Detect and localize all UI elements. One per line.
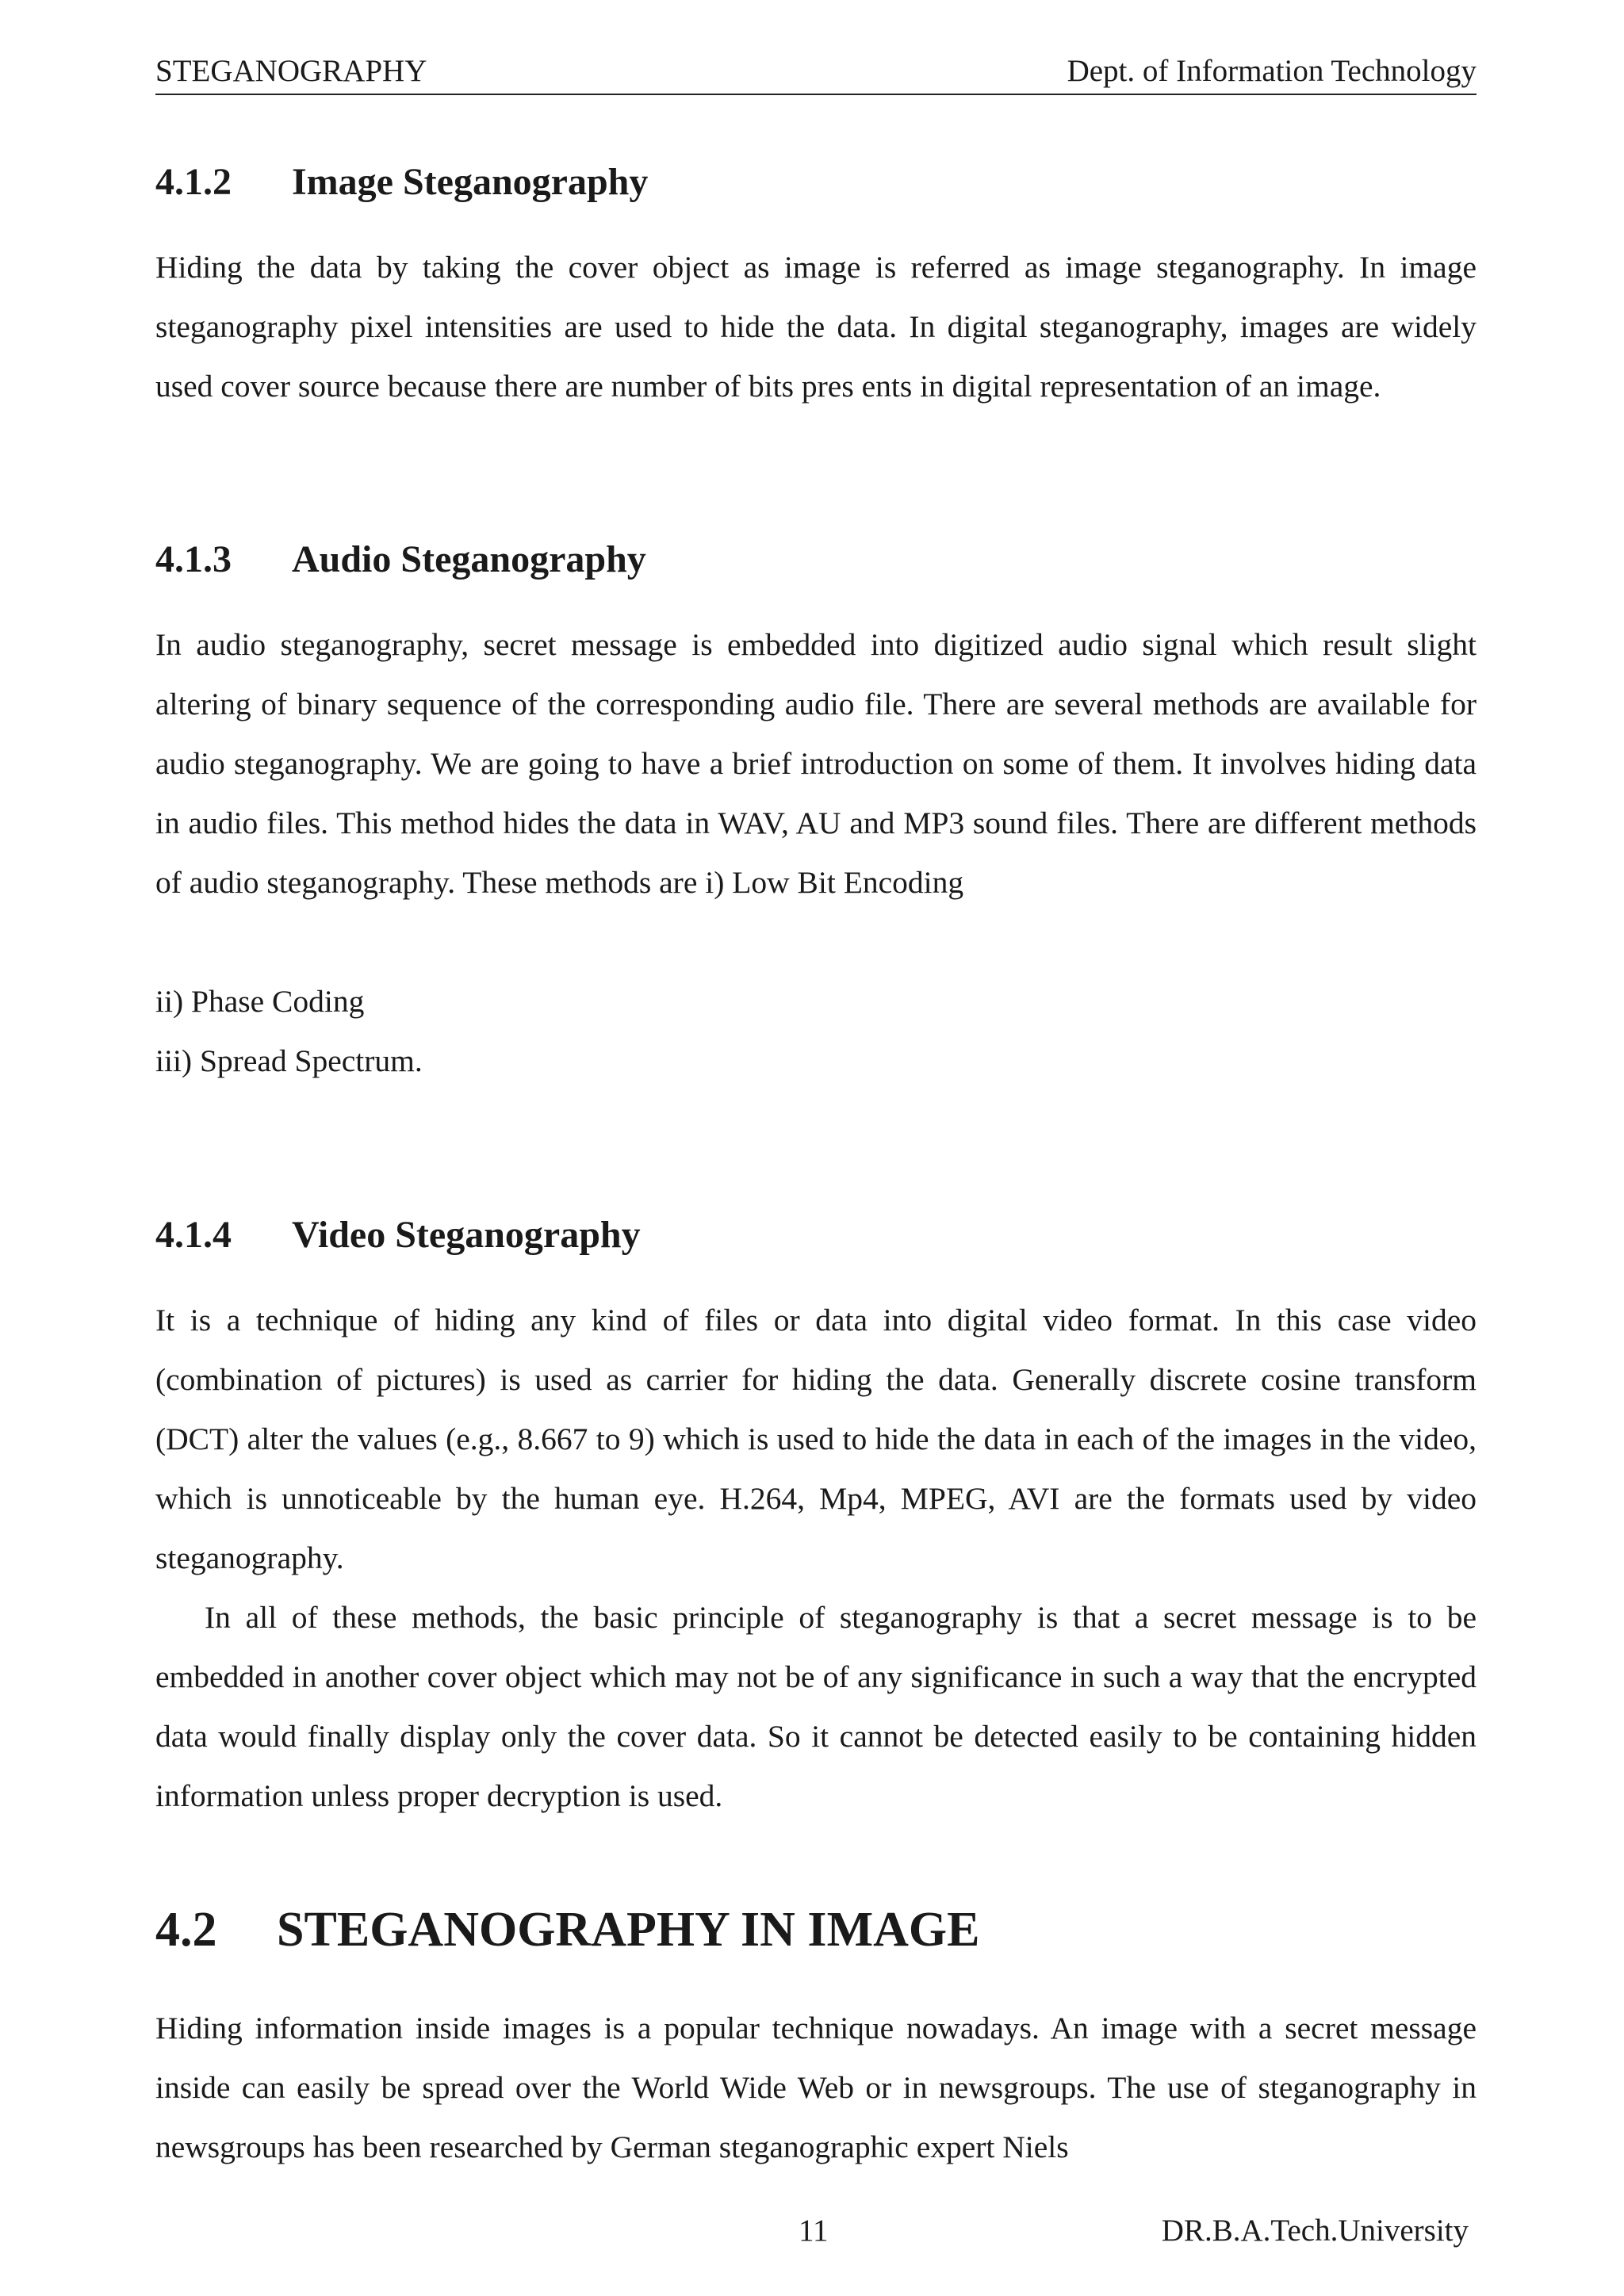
page-number: 11 <box>799 2214 829 2248</box>
heading-4-1-2 <box>155 159 648 206</box>
section-number: 4.2 <box>155 1903 217 1957</box>
header-department: Dept. of Information Technology <box>1067 54 1477 88</box>
section-title: STEGANOGRAPHY IN IMAGE <box>277 1903 980 1957</box>
paragraph-principle: In all of these methods, the basic principle of steganography is that a secret message is to be embedded in another cover object which may not be of any significance in such a way that the encrypted data would finally display only the cover data. So it cannot be detected easily to be containing hidden information unless proper decryption is used. <box>155 1600 1477 1813</box>
paragraph-audio-steganography: In audio steganography, secret message is embedded into digitized audio signal which result slight altering of binary sequence of the corresponding audio file. There are several methods are available for audio steganography. We are going to have a brief introduction on some of them. It involves hiding data in audio files. This method hides the data in WAV, AU and MP3 sound files. There are different methods of audio steganography. These methods are i) Low Bit Encoding <box>155 627 1477 900</box>
section-title: Audio Steganography <box>292 538 646 580</box>
section-number: 4.1.2 <box>155 161 232 203</box>
section-number: 4.1.3 <box>155 538 232 580</box>
footer-institution: DR.B.A.Tech.University <box>1161 2214 1469 2248</box>
section-number: 4.1.4 <box>155 1214 232 1256</box>
heading-4-2 <box>155 1900 979 1960</box>
paragraph-steganography-in-image: Hiding information inside images is a popular technique nowadays. An image with a secret message inside can easily be spread over the World Wide Web or in newsgroups. The use of steganography in newsgroups has been researched by German steganographic expert Niels <box>155 2011 1477 2164</box>
header-title: STEGANOGRAPHY <box>155 54 427 88</box>
running-header <box>155 49 1477 95</box>
section-title: Image Steganography <box>292 161 649 203</box>
paragraph-image-steganography: Hiding the data by taking the cover object as image is referred as image steganography. In image steganography pixel intensities are used to hide the data. In digital steganography, images are widely used cover source because there are number of bits pres ents in digital representation of an image. <box>155 250 1477 404</box>
list-item-phase-coding: ii) Phase Coding <box>155 984 365 1019</box>
heading-4-1-3 <box>155 536 646 584</box>
section-title: Video Steganography <box>292 1214 641 1256</box>
paragraph-video-steganography: It is a technique of hiding any kind of files or data into digital video format. In this case video (combination of pictures) is used as carrier for hiding the data. Generally discrete cosine transform (DCT) alter the values (e.g., 8.667 to 9) which is used to hide the data in each of the images in the video, which is unnoticeable by the human eye. H.264, Mp4, MPEG, AVI are the formats used by video steganography. <box>155 1303 1477 1575</box>
heading-4-1-4 <box>155 1211 641 1259</box>
list-item-spread-spectrum: iii) Spread Spectrum. <box>155 1043 423 1078</box>
